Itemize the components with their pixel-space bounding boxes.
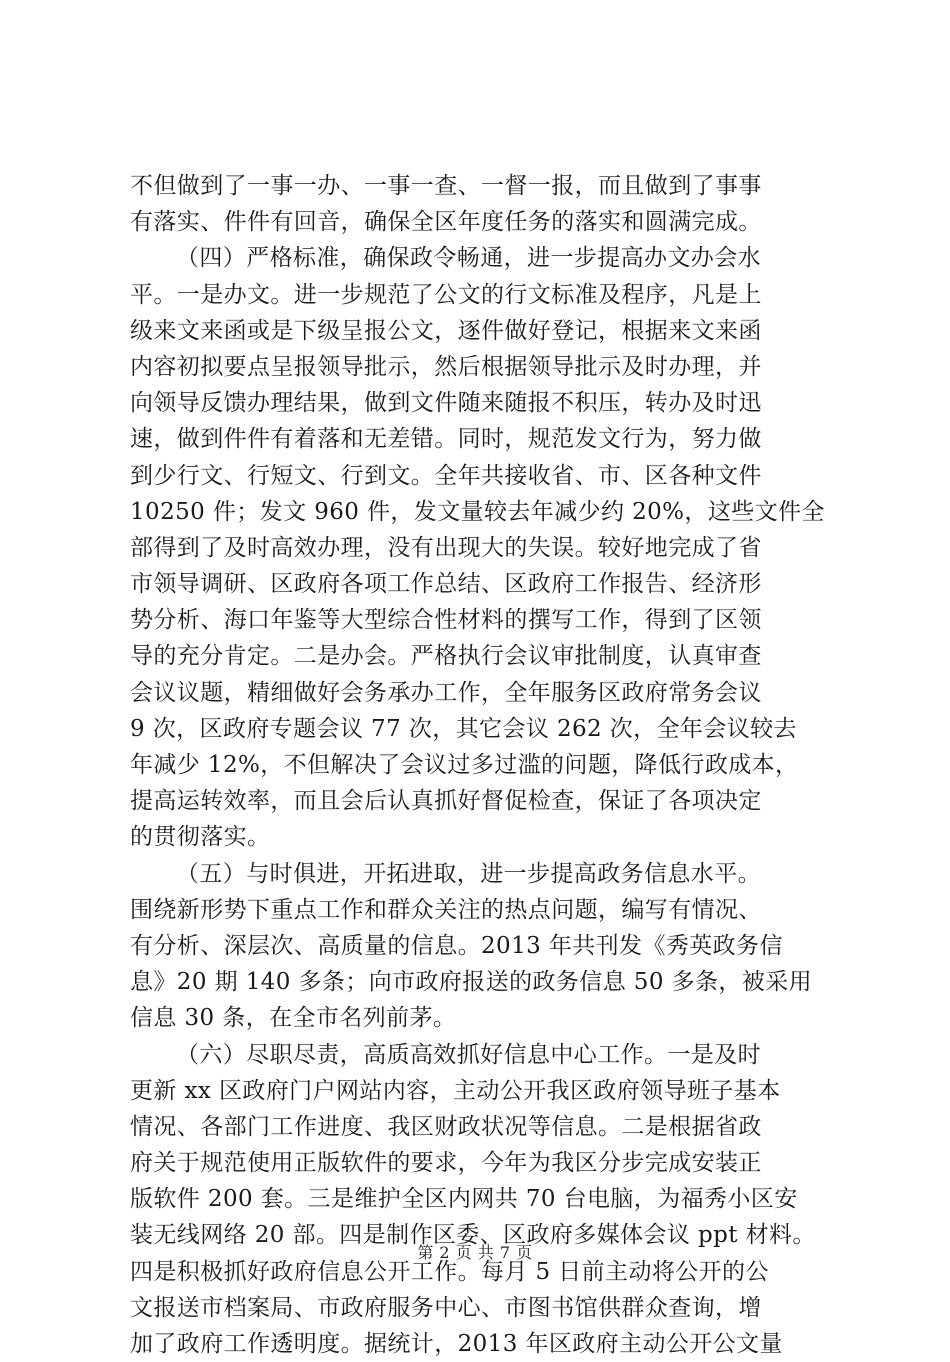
text-line: 府关于规范使用正版软件的要求，今年为我区分步完成安装正 (130, 1150, 762, 1177)
text-line: 年减少 12%，不但解决了会议过多过滥的问题，降低行政成本， (130, 752, 799, 778)
paragraph-first-line: （五）与时俱进，开拓进取，进一步提高政务信息水平。 (176, 860, 761, 887)
text-line: 加了政府工作透明度。据统计，2013 年区政府主动公开公文量 (130, 1331, 783, 1357)
text-line: 部得到了及时高效办理，没有出现大的失误。较好地完成了省 (130, 534, 762, 561)
text-line: 内容初拟要点呈报领导批示，然后根据领导批示及时办理，并 (130, 353, 762, 380)
text-line: 10250 件；发文 960 件，发文量较去年减少约 20%，这些文件全 (130, 498, 825, 525)
text-line: 情况、各部门工作进度、我区财政状况等信息。二是根据省政 (130, 1113, 762, 1140)
text-line: 版软件 200 套。三是维护全区内网共 70 台电脑，为福秀小区安 (130, 1186, 798, 1213)
text-line: 势分析、海口年鉴等大型综合性材料的撰写工作，得到了区领 (130, 607, 762, 634)
text-line: 9 次，区政府专题会议 77 次，其它会议 262 次，全年会议较去 (130, 715, 797, 742)
text-line: 围绕新形势下重点工作和群众关注的热点问题，编写有情况、 (130, 896, 762, 923)
text-line: 四是积极抓好政府信息公开工作。每月 5 日前主动将公开的公 (130, 1258, 769, 1285)
text-line: 息》20 期 140 多条；向市政府报送的政务信息 50 多条，被采用 (130, 969, 812, 996)
text-line: 平。一是办文。进一步规范了公文的行文标准及程序，凡是上 (130, 281, 762, 308)
text-line: 装无线网络 20 部。四是制作区委、区政府多媒体会议 ppt 材料。 (130, 1222, 816, 1249)
page-footer: 第 2 页 共 7 页 (417, 1243, 533, 1262)
text-line: 不但做到了一事一办、一事一查、一督一报，而且做到了事事 (130, 173, 762, 199)
text-line: 的贯彻落实。 (130, 824, 271, 851)
text-line: 导的充分肯定。二是办会。严格执行会议审批制度，认真审查 (130, 643, 762, 670)
text-line: 提高运转效率，而且会后认真抓好督促检查，保证了各项决定 (130, 788, 762, 815)
text-line: 有分析、深层次、高质量的信息。2013 年共刊发《秀英政务信 (130, 932, 783, 959)
paragraph-first-line: （六）尽职尽责，高质高效抓好信息中心工作。一是及时 (176, 1041, 761, 1068)
paragraph-first-line: （四）严格标准，确保政令畅通，进一步提高办文办会水 (176, 245, 761, 272)
text-line: 速，做到件件有着落和无差错。同时，规范发文行为，努力做 (130, 426, 762, 453)
text-line: 会议议题，精细做好会务承办工作，全年服务区政府常务会议 (130, 679, 762, 706)
text-line: 向领导反馈办理结果，做到文件随来随报不积压，转办及时迅 (130, 390, 762, 417)
text-line: 级来文来函或是下级呈报公文，逐件做好登记，根据来文来函 (130, 317, 762, 344)
text-line: 信息 30 条，在全市名列前茅。 (130, 1005, 457, 1032)
text-line: 更新 xx 区政府门户网站内容，主动公开我区政府领导班子基本 (130, 1077, 781, 1104)
document-body (130, 168, 840, 1362)
text-line: 有落实、件件有回音，确保全区年度任务的落实和圆满完成。 (130, 209, 762, 236)
text-line: 市领导调研、区政府各项工作总结、区政府工作报告、经济形 (130, 571, 762, 598)
text-line: 文报送市档案局、市政府服务中心、市图书馆供群众查询，增 (130, 1294, 762, 1321)
text-line: 到少行文、行短文、行到文。全年共接收省、市、区各种文件 (130, 462, 762, 489)
